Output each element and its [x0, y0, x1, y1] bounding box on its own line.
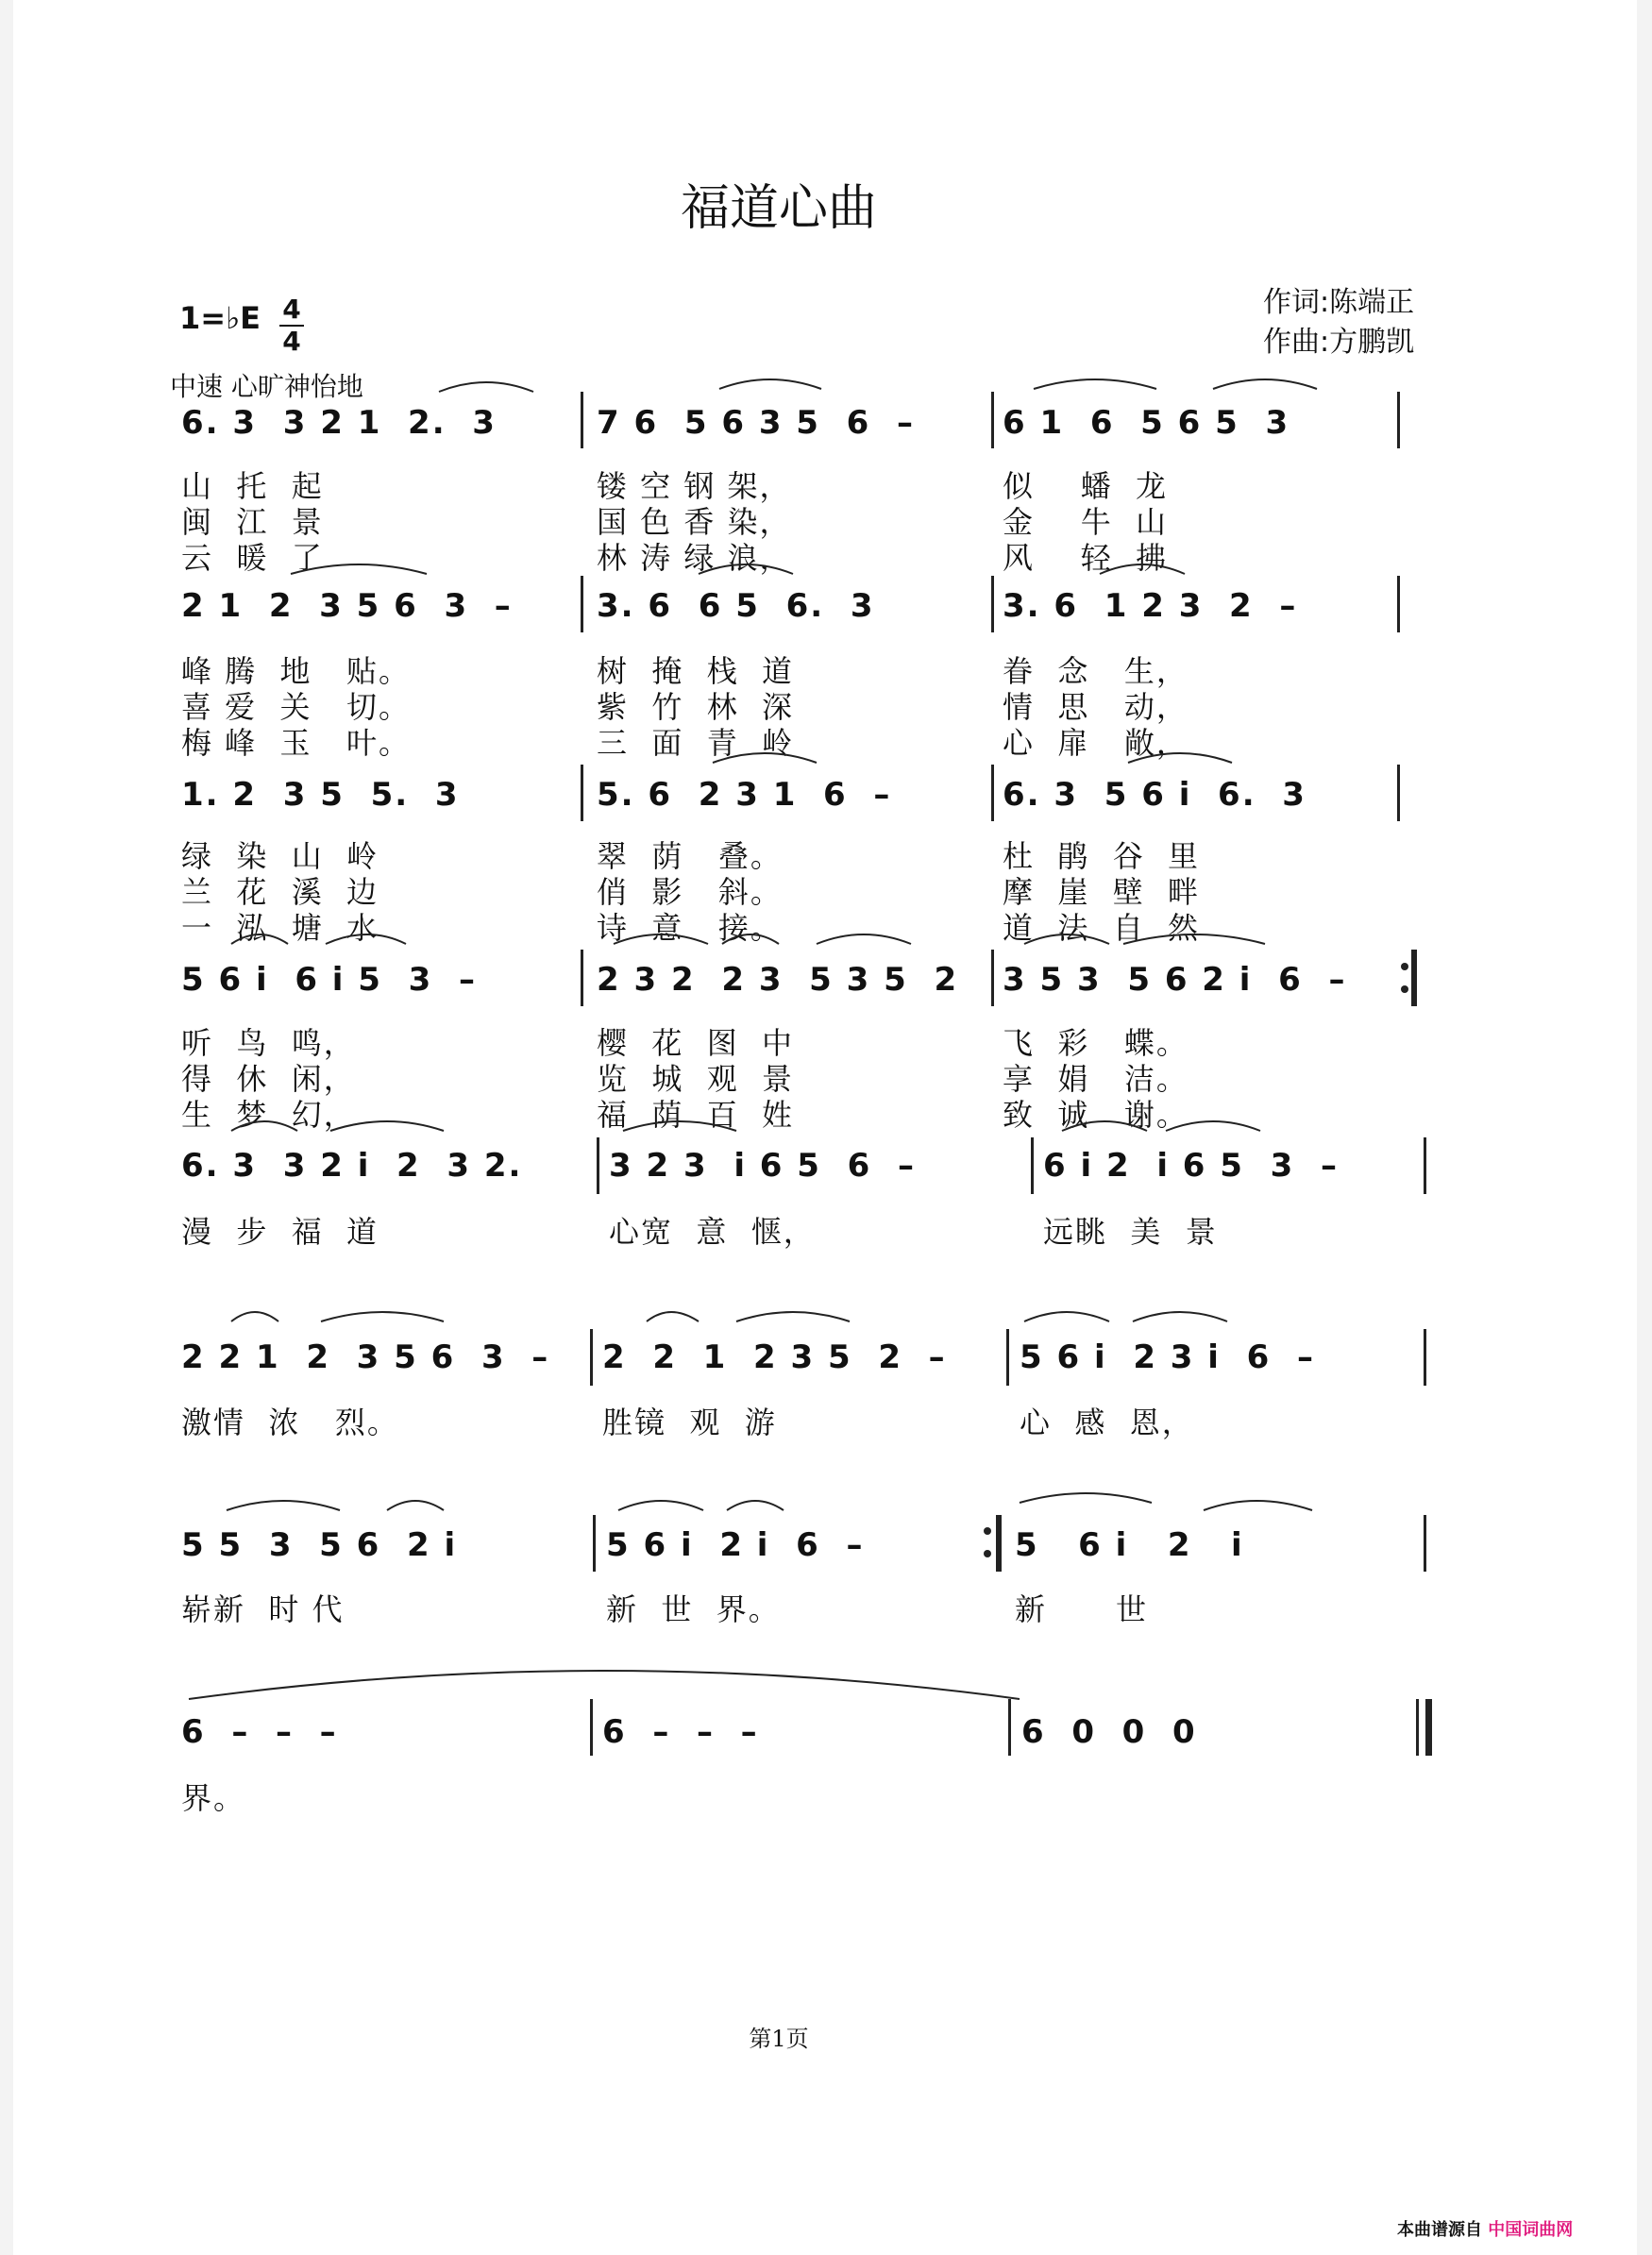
s7-v1-m1: 崭新 时 代 — [181, 1591, 345, 1627]
s2-v3-m2: 三 面 青 岭 — [597, 725, 795, 761]
barline — [581, 950, 583, 1006]
barline — [1031, 1137, 1034, 1194]
s1-v2-m1: 闽 江 景 — [181, 504, 324, 540]
s7-m2: 5 6 i 2 i 6 – — [606, 1526, 865, 1564]
s2-v2-m2: 紫 竹 林 深 — [597, 689, 795, 725]
repeat-start-barline — [996, 1515, 1002, 1572]
slur — [817, 934, 911, 944]
repeat-dot — [984, 1527, 991, 1535]
s3-v1-m1: 绿 染 山 岭 — [181, 838, 379, 874]
barline — [597, 1137, 599, 1194]
s4-v3-m3: 致 诚 谢。 — [1003, 1097, 1188, 1133]
s8-m3: 6 0 0 0 — [1021, 1713, 1197, 1751]
source-brand-link[interactable]: 中国词曲网 — [1488, 2220, 1574, 2240]
barline — [1008, 1699, 1011, 1756]
s7-m1: 5 5 3 5 6 2 i — [181, 1526, 458, 1564]
s4-v1-m3: 飞 彩 蝶。 — [1003, 1025, 1188, 1061]
barline — [991, 950, 994, 1006]
s5-m1: 6. 3 3 2 i 2 3 2. — [181, 1147, 523, 1185]
s2-m1: 2 1 2 3 5 6 3 – — [181, 587, 513, 625]
s2-m3: 3. 6 1 2 3 2 – — [1003, 587, 1298, 625]
s1-m2: 7 6 5 6 3 5 6 – — [597, 404, 915, 442]
barline — [1424, 1515, 1426, 1572]
barline — [1424, 1329, 1426, 1386]
left-margin-watermark-strip — [0, 0, 13, 2255]
s1-v2-m3: 金 牛 山 — [1003, 504, 1169, 540]
s2-v1-m3: 眷 念 生， — [1003, 653, 1188, 689]
s4-v3-m1: 生 梦 幻， — [181, 1097, 356, 1133]
s5-v1-m1: 漫 步 福 道 — [181, 1214, 379, 1250]
s6-v1-m3: 心 感 恩， — [1020, 1405, 1194, 1440]
s1-v1-m2: 镂 空 钢 架， — [597, 468, 792, 504]
s8-m2: 6 – – – — [602, 1713, 759, 1751]
s1-m3: 6 1 6 5 6 5 3 — [1003, 404, 1290, 442]
barline — [1397, 392, 1400, 448]
slur — [227, 1501, 340, 1510]
slur — [1024, 1312, 1109, 1321]
lyricist: 作词:陈端正 — [1263, 286, 1415, 319]
s5-v1-m2: 心宽 意 惬， — [609, 1214, 816, 1250]
s6-v1-m2: 胜镜 观 游 — [602, 1405, 777, 1440]
barline — [1424, 1137, 1426, 1194]
s4-v3-m2: 福 荫 百 姓 — [597, 1097, 795, 1133]
s3-m3: 6. 3 5 6 i 6. 3 — [1003, 776, 1306, 814]
s4-v1-m1: 听 鸟 鸣， — [181, 1025, 356, 1061]
s3-v1-m2: 翠 荫 叠。 — [597, 838, 783, 874]
s1-v1-m3: 似 蟠 龙 — [1003, 468, 1169, 504]
s4-v2-m1: 得 休 闲， — [181, 1061, 356, 1097]
barline — [593, 1515, 596, 1572]
s7-m3: 5 6 i 2 i — [1015, 1526, 1244, 1564]
repeat-dot — [984, 1550, 991, 1557]
time-signature-bottom: 4 — [282, 326, 301, 357]
slur — [719, 379, 821, 389]
s2-m2: 3. 6 6 5 6. 3 — [597, 587, 875, 625]
slur — [618, 1501, 703, 1510]
slur — [231, 1312, 278, 1321]
s2-v2-m1: 喜 爱 关 切。 — [181, 689, 412, 725]
composer: 作曲:方鹏凯 — [1263, 326, 1415, 359]
s1-v3-m1: 云 暖 了 — [181, 540, 324, 576]
page-number: 第1页 — [749, 2026, 809, 2052]
s7-v1-m2: 新 世 界。 — [606, 1591, 781, 1627]
s3-v3-m1: 一 泓 塘 水 — [181, 910, 379, 946]
s3-v2-m3: 摩 崖 壁 畔 — [1003, 874, 1201, 910]
barline — [991, 765, 994, 821]
s8-m1: 6 – – – — [181, 1713, 338, 1751]
final-barline-thick — [1425, 1699, 1432, 1756]
s4-m1: 5 6 i 6 i 5 3 – — [181, 961, 477, 999]
slur — [1213, 379, 1317, 389]
s2-v1-m2: 树 掩 栈 道 — [597, 653, 795, 689]
s1-v3-m3: 风 轻 拂 — [1003, 540, 1169, 576]
s1-v1-m1: 山 托 起 — [181, 468, 324, 504]
time-signature — [279, 294, 304, 357]
slur — [1204, 1501, 1312, 1510]
s2-v1-m1: 峰 腾 地 贴。 — [181, 653, 412, 689]
final-barline-thin — [1416, 1699, 1419, 1756]
source-credit — [1397, 2216, 1573, 2241]
s6-m2: 2 2 1 2 3 5 2 – — [602, 1338, 947, 1376]
s5-m3: 6 i 2 i 6 5 3 – — [1043, 1147, 1339, 1185]
tie — [189, 1671, 1020, 1699]
barline — [1006, 1329, 1009, 1386]
tempo-marking: 中速 心旷神怡地 — [170, 371, 363, 402]
slur — [727, 1501, 784, 1510]
barline — [991, 576, 994, 632]
barline — [1397, 576, 1400, 632]
page-title: 福道心曲 — [680, 180, 877, 237]
slur — [321, 1312, 444, 1321]
slur — [736, 1312, 850, 1321]
source-label: 本曲谱源自 — [1397, 2220, 1482, 2240]
slur — [647, 1312, 699, 1321]
s8-v1-m1: 界。 — [181, 1780, 246, 1816]
s1-v3-m2: 林 涛 绿 浪， — [597, 540, 792, 576]
key-signature: 1=♭E — [179, 300, 261, 336]
s4-v2-m2: 览 城 观 景 — [597, 1061, 795, 1097]
repeat-end-barline — [1411, 950, 1417, 1006]
s5-v1-m3: 远眺 美 景 — [1043, 1214, 1218, 1250]
s3-v2-m2: 俏 影 斜。 — [597, 874, 783, 910]
s5-m2: 3 2 3 i 6 5 6 – — [609, 1147, 916, 1185]
slur — [1133, 1312, 1227, 1321]
credits — [1263, 283, 1414, 362]
s1-v2-m2: 国 色 香 染， — [597, 504, 792, 540]
s4-m2: 2 3 2 2 3 5 3 5 2 — [597, 961, 959, 999]
s2-v3-m1: 梅 峰 玉 叶。 — [181, 725, 412, 761]
barline — [581, 576, 583, 632]
s3-v1-m3: 杜 鹃 谷 里 — [1003, 838, 1201, 874]
s4-m3: 3 5 3 5 6 2 i 6 – — [1003, 961, 1347, 999]
s3-m1: 1. 2 3 5 5. 3 — [181, 776, 460, 814]
s4-v2-m3: 享 娟 洁。 — [1003, 1061, 1188, 1097]
slur — [1034, 379, 1156, 389]
s6-v1-m1: 激情 浓 烈。 — [181, 1405, 399, 1440]
time-signature-top: 4 — [282, 294, 301, 325]
s1-m1: 6. 3 3 2 1 2. 3 — [181, 404, 497, 442]
repeat-dot — [1401, 985, 1408, 993]
slur — [439, 382, 533, 392]
s7-v1-m3: 新 世 — [1015, 1591, 1149, 1627]
s3-v2-m1: 兰 花 溪 边 — [181, 874, 379, 910]
s3-v3-m2: 诗 意 接。 — [597, 910, 783, 946]
barline — [1397, 765, 1400, 821]
barline — [991, 392, 994, 448]
s6-m3: 5 6 i 2 3 i 6 – — [1020, 1338, 1315, 1376]
s6-m1: 2 2 1 2 3 5 6 3 – — [181, 1338, 550, 1376]
barline — [590, 1329, 593, 1386]
slur — [1020, 1493, 1152, 1503]
barline — [581, 765, 583, 821]
repeat-dot — [1401, 963, 1408, 970]
s2-v3-m3: 心 扉 敞， — [1003, 725, 1188, 761]
s3-m2: 5. 6 2 3 1 6 – — [597, 776, 892, 814]
s2-v2-m3: 情 思 动， — [1003, 689, 1188, 725]
right-margin-watermark-strip — [1637, 0, 1652, 2255]
slur — [387, 1501, 444, 1510]
s3-v3-m3: 道 法 自 然 — [1003, 910, 1201, 946]
barline — [581, 392, 583, 448]
s4-v1-m2: 樱 花 图 中 — [597, 1025, 795, 1061]
barline — [590, 1699, 593, 1756]
